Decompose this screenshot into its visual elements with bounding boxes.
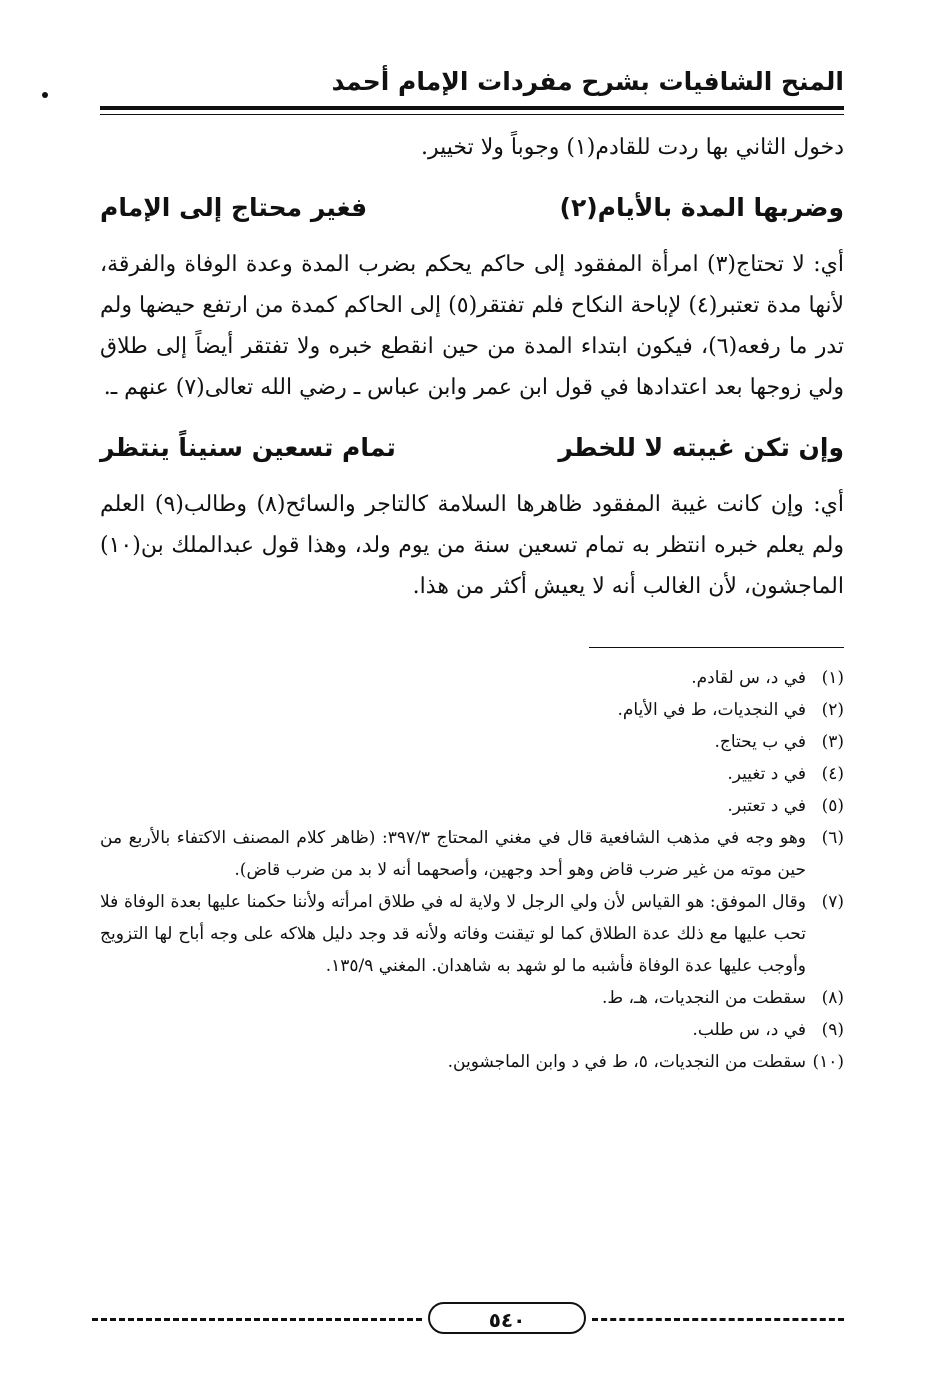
- footnote: [100, 886, 844, 982]
- footnote-text: في د تغيير.: [727, 764, 806, 784]
- verse-1: [100, 178, 844, 236]
- verse-2: [100, 418, 844, 476]
- paragraph-2: أي: لا تحتاج(٣) امرأة المفقود إلى حاكم يحكم بضرب المدة وعدة الوفاة والفرقة، لأنها مدة تعتبر(٤) لإباحة النكاح فلم تفتقر(٥) إلى الحاكم كمدة من ارتفع حيضها ولم تدر ما رفعه(٦)، فيكون ابتداء المدة من حين انقطع خبره ولا تفتقر أيضاً إلى طلاق ولي زوجها بعد اعتدادها في قول ابن عمر وابن عباس ـ رضي الله تعالى(٧) عنهم ـ.: [100, 252, 845, 400]
- footnote: [100, 982, 844, 1014]
- footnote-separator: [589, 647, 844, 648]
- footnote: [100, 662, 844, 694]
- body-text: [100, 127, 844, 607]
- running-header: المنح الشافيات بشرح مفردات الإمام أحمد: [331, 67, 844, 96]
- footnote-text: في النجديات، ط في الأيام.: [617, 700, 806, 720]
- footer-dashed-line-left: [92, 1318, 422, 1321]
- footer-dashed-line-right: [592, 1318, 844, 1321]
- footnote-number: (٢): [821, 700, 844, 720]
- footnote: [100, 1046, 844, 1078]
- footnote-number: (٥): [821, 796, 844, 816]
- footnote: [100, 822, 844, 886]
- header-rule-thin: [100, 114, 844, 115]
- footnote: [100, 758, 844, 790]
- footnote-number: (٦): [821, 828, 844, 848]
- footnote: [100, 1014, 844, 1046]
- footnote-number: (٨): [821, 988, 844, 1008]
- footnote-text: في د، س لقادم.: [691, 668, 806, 688]
- page-number: ٥٤٠: [428, 1302, 586, 1334]
- footnote: [100, 790, 844, 822]
- paragraph-3: أي: وإن كانت غيبة المفقود ظاهرها السلامة كالتاجر والسائح(٨) وطالب(٩) العلم ولم يعلم خبره انتظر به تمام تسعين سنة من يوم ولد، وهذا قول عبدالملك بن(١٠) الماجشون، لأن الغالب أنه لا يعيش أكثر من هذا.: [100, 492, 844, 599]
- footnote-number: (١): [821, 668, 844, 688]
- paragraph-1: دخول الثاني بها ردت للقادم(١) وجوباً ولا تخيير.: [421, 135, 844, 160]
- page-footer: [92, 1302, 844, 1336]
- footnote-text: في ب يحتاج.: [714, 732, 806, 752]
- page: [100, 60, 844, 1078]
- footnote-number: (١٠): [812, 1052, 844, 1072]
- verse-2-right-hemistich: وإن تكن غيبته لا للخطر: [558, 432, 844, 462]
- footnote-text: سقطت من النجديات، هـ، ط.: [601, 988, 806, 1008]
- margin-dot: [42, 92, 48, 98]
- footnote-number: (٩): [821, 1020, 844, 1040]
- footnote-text: سقطت من النجديات، ٥، ط في د وابن الماجشوين.: [447, 1052, 806, 1072]
- footnote-text: في د تعتبر.: [727, 796, 806, 816]
- verse-2-left-hemistich: تمام تسعين سنيناً ينتظر: [100, 432, 396, 462]
- footnote: [100, 726, 844, 758]
- footnote: [100, 694, 844, 726]
- footnotes: [100, 662, 844, 1078]
- header-rule-thick: [100, 106, 844, 110]
- footnote-text: وقال الموفق: هو القياس لأن ولي الرجل لا ولاية له في طلاق امرأته ولأننا حكمنا عليها بعدة الوفاة فلا تحب عليها مع ذلك عدة الطلاق كما لو تيقنت وفاته ولأنه قد وجد دليل هلاكه على وجه أباح لها التزويج وأوجب عليها عدة الوفاة فأشبه ما لو شهد به شاهدان. المغني ١٣٥/٩.: [100, 892, 806, 976]
- verse-1-right-hemistich: وضربها المدة بالأيام(٢): [559, 192, 844, 222]
- footnote-number: (٧): [821, 892, 844, 912]
- footnote-text: في د، س طلب.: [692, 1020, 806, 1040]
- verse-1-left-hemistich: فغير محتاج إلى الإمام: [100, 192, 368, 222]
- footnote-number: (٤): [821, 764, 844, 784]
- footnote-text: وهو وجه في مذهب الشافعية قال في مغني المحتاج ٣٩٧/٣: (ظاهر كلام المصنف الاكتفاء بالأربع من حين موته من غير ضرب قاض وهو أحد وجهين، وأصحهما أنه لا بد من ضرب قاض).: [100, 828, 806, 880]
- footnote-number: (٣): [821, 732, 844, 752]
